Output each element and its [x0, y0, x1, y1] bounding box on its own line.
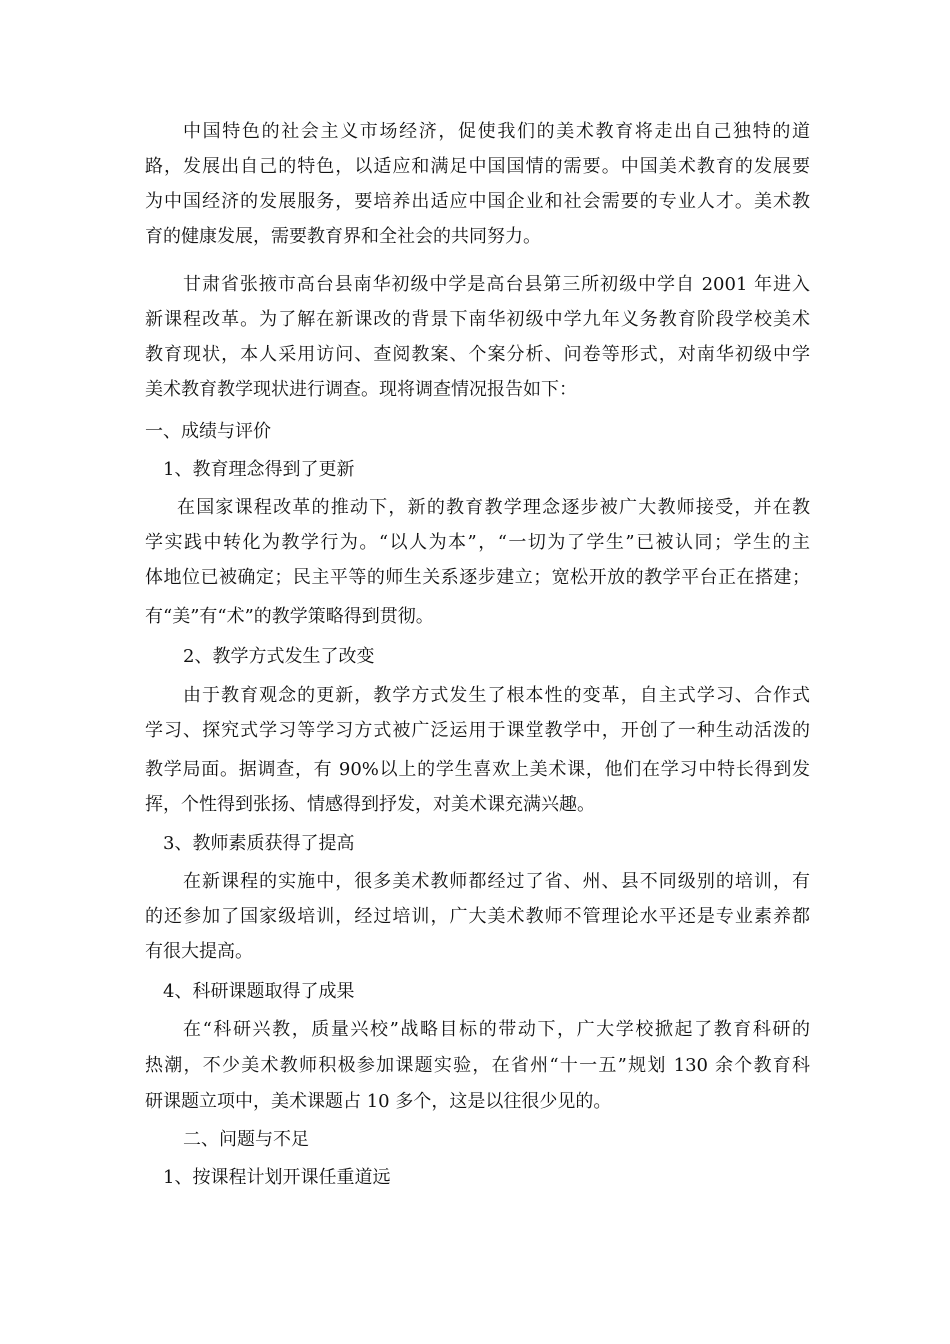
- paragraph-line: 教育现状，本人采用访问、查阅教案、个案分析、问卷等形式，对南华初级中学: [145, 344, 810, 365]
- paragraph-line: 有“美”有“术”的教学策略得到贯彻。: [145, 606, 434, 627]
- subsection-heading: 2、教学方式发生了改变: [183, 646, 375, 667]
- paragraph-line: 甘肃省张掖市高台县南华初级中学是高台县第三所初级中学自 2001 年进入: [183, 274, 810, 295]
- section-heading: 二、问题与不足: [183, 1129, 309, 1150]
- subsection-heading: 3、教师素质获得了提高: [163, 833, 355, 854]
- paragraph-line: 学习、探究式学习等学习方式被广泛运用于课堂教学中，开创了一种生动活泼的: [145, 720, 810, 741]
- paragraph-line: 路，发展出自己的特色，以适应和满足中国国情的需要。中国美术教育的发展要: [145, 156, 810, 177]
- paragraph-line: 新课程改革。为了解在新课改的背景下南华初级中学九年义务教育阶段学校美术: [145, 309, 810, 330]
- subsection-heading: 1、按课程计划开课任重道远: [163, 1167, 391, 1188]
- paragraph-line: 有很大提高。: [145, 941, 253, 962]
- paragraph-line: 的还参加了国家级培训，经过培训，广大美术教师不管理论水平还是专业素养都: [145, 906, 810, 927]
- subsection-heading: 1、教育理念得到了更新: [163, 459, 355, 480]
- paragraph-line: 育的健康发展，需要教育界和全社会的共同努力。: [145, 226, 541, 247]
- paragraph-line: 体地位已被确定；民主平等的师生关系逐步建立；宽松开放的教学平台正在搭建；: [145, 567, 810, 588]
- paragraph-line: 在新课程的实施中，很多美术教师都经过了省、州、县不同级别的培训，有: [183, 871, 810, 892]
- subsection-heading: 4、科研课题取得了成果: [163, 981, 355, 1002]
- paragraph-line: 在“科研兴教，质量兴校”战略目标的带动下，广大学校掀起了教育科研的: [183, 1019, 810, 1040]
- paragraph-line: 研课题立项中，美术课题占 10 多个，这是以往很少见的。: [145, 1091, 612, 1112]
- paragraph-line: 热潮，不少美术教师积极参加课题实验，在省州“十一五”规划 130 余个教育科: [145, 1055, 810, 1076]
- paragraph-line: 在国家课程改革的推动下，新的教育教学理念逐步被广大教师接受，并在教: [177, 497, 810, 518]
- paragraph-line: 中国特色的社会主义市场经济，促使我们的美术教育将走出自己独特的道: [183, 121, 810, 142]
- paragraph-line: 教学局面。据调查，有 90%以上的学生喜欢上美术课，他们在学习中特长得到发: [145, 759, 810, 780]
- paragraph-line: 由于教育观念的更新，教学方式发生了根本性的变革，自主式学习、合作式: [183, 685, 810, 706]
- section-heading: 一、成绩与评价: [145, 421, 271, 442]
- paragraph-line: 学实践中转化为教学行为。“以人为本”，“一切为了学生”已被认同；学生的主: [145, 532, 810, 553]
- paragraph-line: 美术教育教学现状进行调查。现将调查情况报告如下：: [145, 379, 577, 400]
- paragraph-line: 为中国经济的发展服务，要培养出适应中国企业和社会需要的专业人才。美术教: [145, 191, 810, 212]
- paragraph-line: 挥，个性得到张扬、情感得到抒发，对美术课充满兴趣。: [145, 794, 595, 815]
